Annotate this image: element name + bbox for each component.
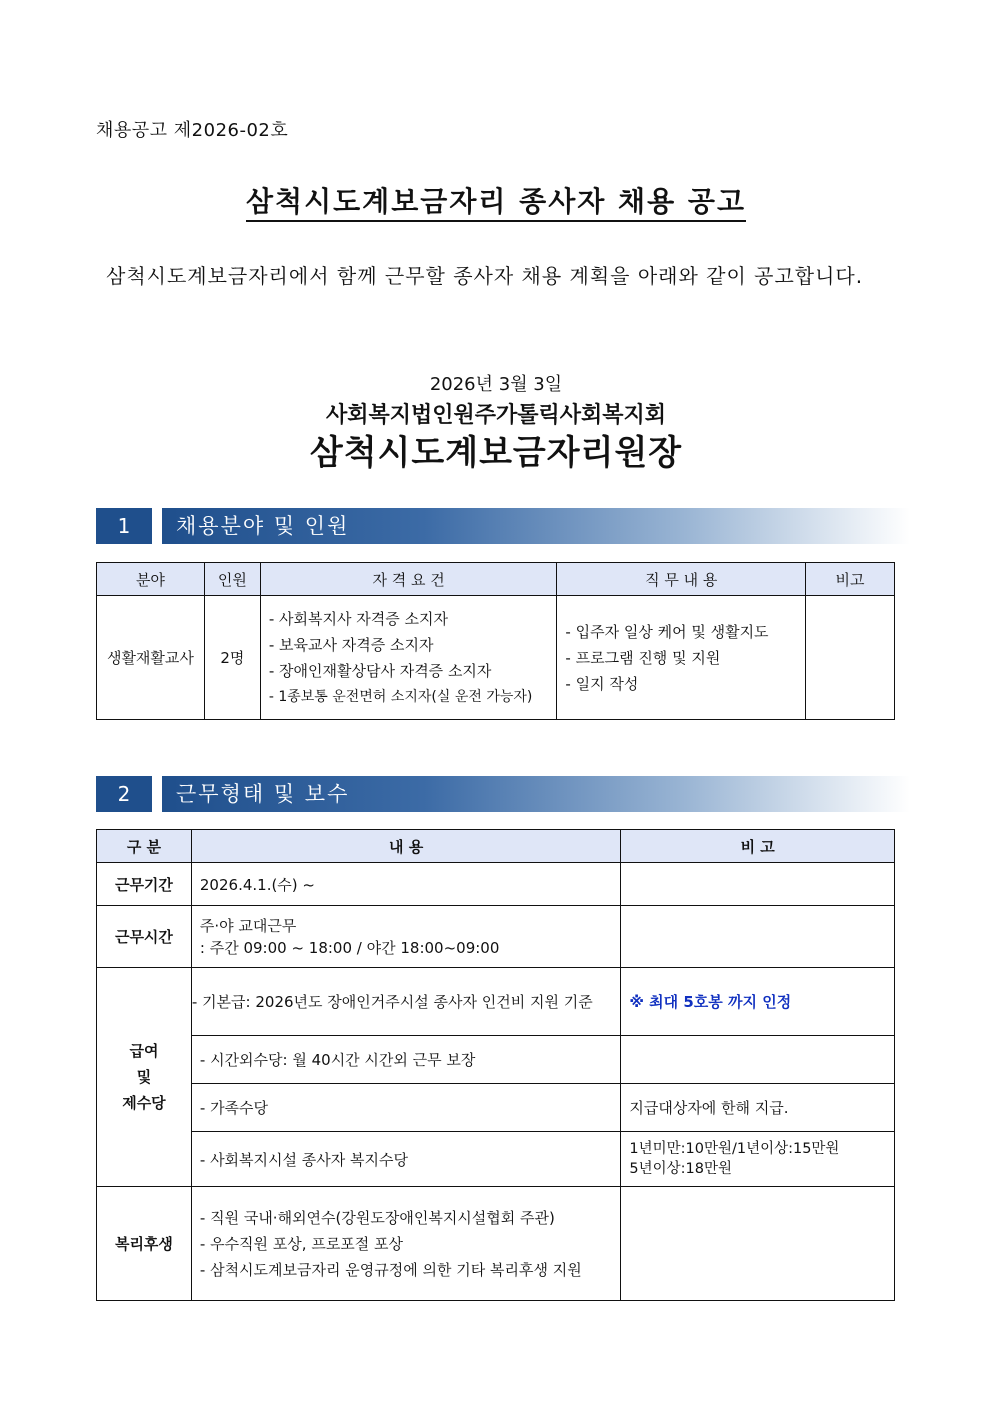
- document-title: 삼척시도계보금자리 종사자 채용 공고: [246, 185, 746, 222]
- pay-note-overtime: [621, 1036, 895, 1084]
- list-item: - 삼척시도계보금자리 운영규정에 의한 기타 복리후생 지원: [200, 1257, 612, 1283]
- col-header-count: 인원: [204, 563, 260, 596]
- section-1-number: 1: [96, 508, 152, 544]
- document-title-wrap: [0, 180, 992, 220]
- hours-line-1: 주·야 교대근무: [199, 916, 297, 935]
- section-1-header: [96, 508, 910, 544]
- col-header-category: 구 분: [97, 830, 192, 863]
- welfare-label: 복리후생: [97, 1187, 192, 1301]
- section-2-title: 근무형태 및 보수: [162, 776, 910, 812]
- work-pay-table-header: [97, 830, 895, 863]
- col-header-remarks: 비 고: [621, 830, 895, 863]
- hours-line-2: : 주간 09:00 ~ 18:00 / 야간 18:00~09:00: [199, 938, 500, 957]
- table-row: [97, 968, 895, 1036]
- list-item: - 직원 국내·해외연수(강원도장애인복지시설협회 주관): [200, 1205, 612, 1231]
- list-item: - 1종보통 운전면허 소지자(실 운전 가능자): [269, 684, 549, 710]
- qualifications-cell: [260, 596, 557, 720]
- hours-note: [621, 906, 895, 968]
- notice-date: 2026년 3월 3일: [429, 374, 563, 395]
- notice-number: 채용공고 제2026-02호: [96, 120, 289, 141]
- field-cell: 생활재활교사: [97, 596, 205, 720]
- col-header-field: 분야: [97, 563, 205, 596]
- pay-note-welfare-allowance: [621, 1132, 895, 1187]
- welfare-allowance-note-line-2: 5년이상:18만원: [629, 1161, 732, 1177]
- intro-text: 삼척시도계보금자리에서 함께 근무할 종사자 채용 계획을 아래와 같이 공고합니다.: [106, 264, 864, 288]
- period-label: 근무기간: [97, 863, 192, 906]
- director-title: 삼척시도계보금자리원장: [309, 433, 683, 473]
- period-note: [621, 863, 895, 906]
- table-row: [97, 1187, 895, 1301]
- duties-cell: [557, 596, 806, 720]
- list-item: - 일지 작성: [565, 671, 797, 697]
- col-header-content: 내 용: [191, 830, 620, 863]
- table-row: [97, 906, 895, 968]
- welfare-items: [191, 1187, 620, 1301]
- count-cell: 2명: [204, 596, 260, 720]
- section-2-header: [96, 776, 910, 812]
- table-row: [97, 1084, 895, 1132]
- pay-note-family: 지급대상자에 한해 지급.: [621, 1084, 895, 1132]
- pay-item-welfare-allowance: - 사회복지시설 종사자 복지수당: [191, 1132, 620, 1187]
- list-item: - 장애인재활상담사 자격증 소지자: [269, 658, 549, 684]
- list-item: - 입주자 일상 케어 및 생활지도: [565, 619, 797, 645]
- table-row: [97, 1036, 895, 1084]
- pay-label-line-2: 및: [136, 1068, 152, 1086]
- col-header-note: 비고: [806, 563, 895, 596]
- list-item: - 우수직원 포상, 프로포절 포상: [200, 1231, 612, 1257]
- col-header-qualifications: 자 격 요 건: [260, 563, 557, 596]
- welfare-note: [621, 1187, 895, 1301]
- list-item: - 프로그램 진행 및 지원: [565, 645, 797, 671]
- pay-label-line-3: 제수당: [122, 1094, 166, 1112]
- work-pay-table: [96, 829, 895, 1301]
- pay-label: [97, 968, 192, 1187]
- organization-name: 사회복지법인원주가톨릭사회복지회: [325, 403, 667, 428]
- table-row: [97, 596, 895, 720]
- period-value: 2026.4.1.(수) ~: [191, 863, 620, 906]
- hours-label: 근무시간: [97, 906, 192, 968]
- pay-note-basic: ※ 최대 5호봉 까지 인정: [621, 968, 895, 1036]
- note-cell: [806, 596, 895, 720]
- pay-label-line-1: 급여: [129, 1042, 159, 1060]
- pay-item-family: - 가족수당: [191, 1084, 620, 1132]
- hours-value: [191, 906, 620, 968]
- recruitment-table: [96, 562, 895, 720]
- recruitment-table-header: [97, 563, 895, 596]
- welfare-allowance-note-line-1: 1년미만:10만원/1년이상:15만원: [629, 1141, 840, 1157]
- table-row: [97, 1132, 895, 1187]
- pay-item-overtime: - 시간외수당: 월 40시간 시간외 근무 보장: [191, 1036, 620, 1084]
- section-2-number: 2: [96, 776, 152, 812]
- pay-item-basic: - 기본급: 2026년도 장애인거주시설 종사자 인건비 지원 기준: [191, 968, 620, 1036]
- col-header-duties: 직 무 내 용: [557, 563, 806, 596]
- section-1-title: 채용분야 및 인원: [162, 508, 910, 544]
- list-item: - 사회복지사 자격증 소지자: [269, 606, 549, 632]
- list-item: - 보육교사 자격증 소지자: [269, 632, 549, 658]
- table-row: [97, 863, 895, 906]
